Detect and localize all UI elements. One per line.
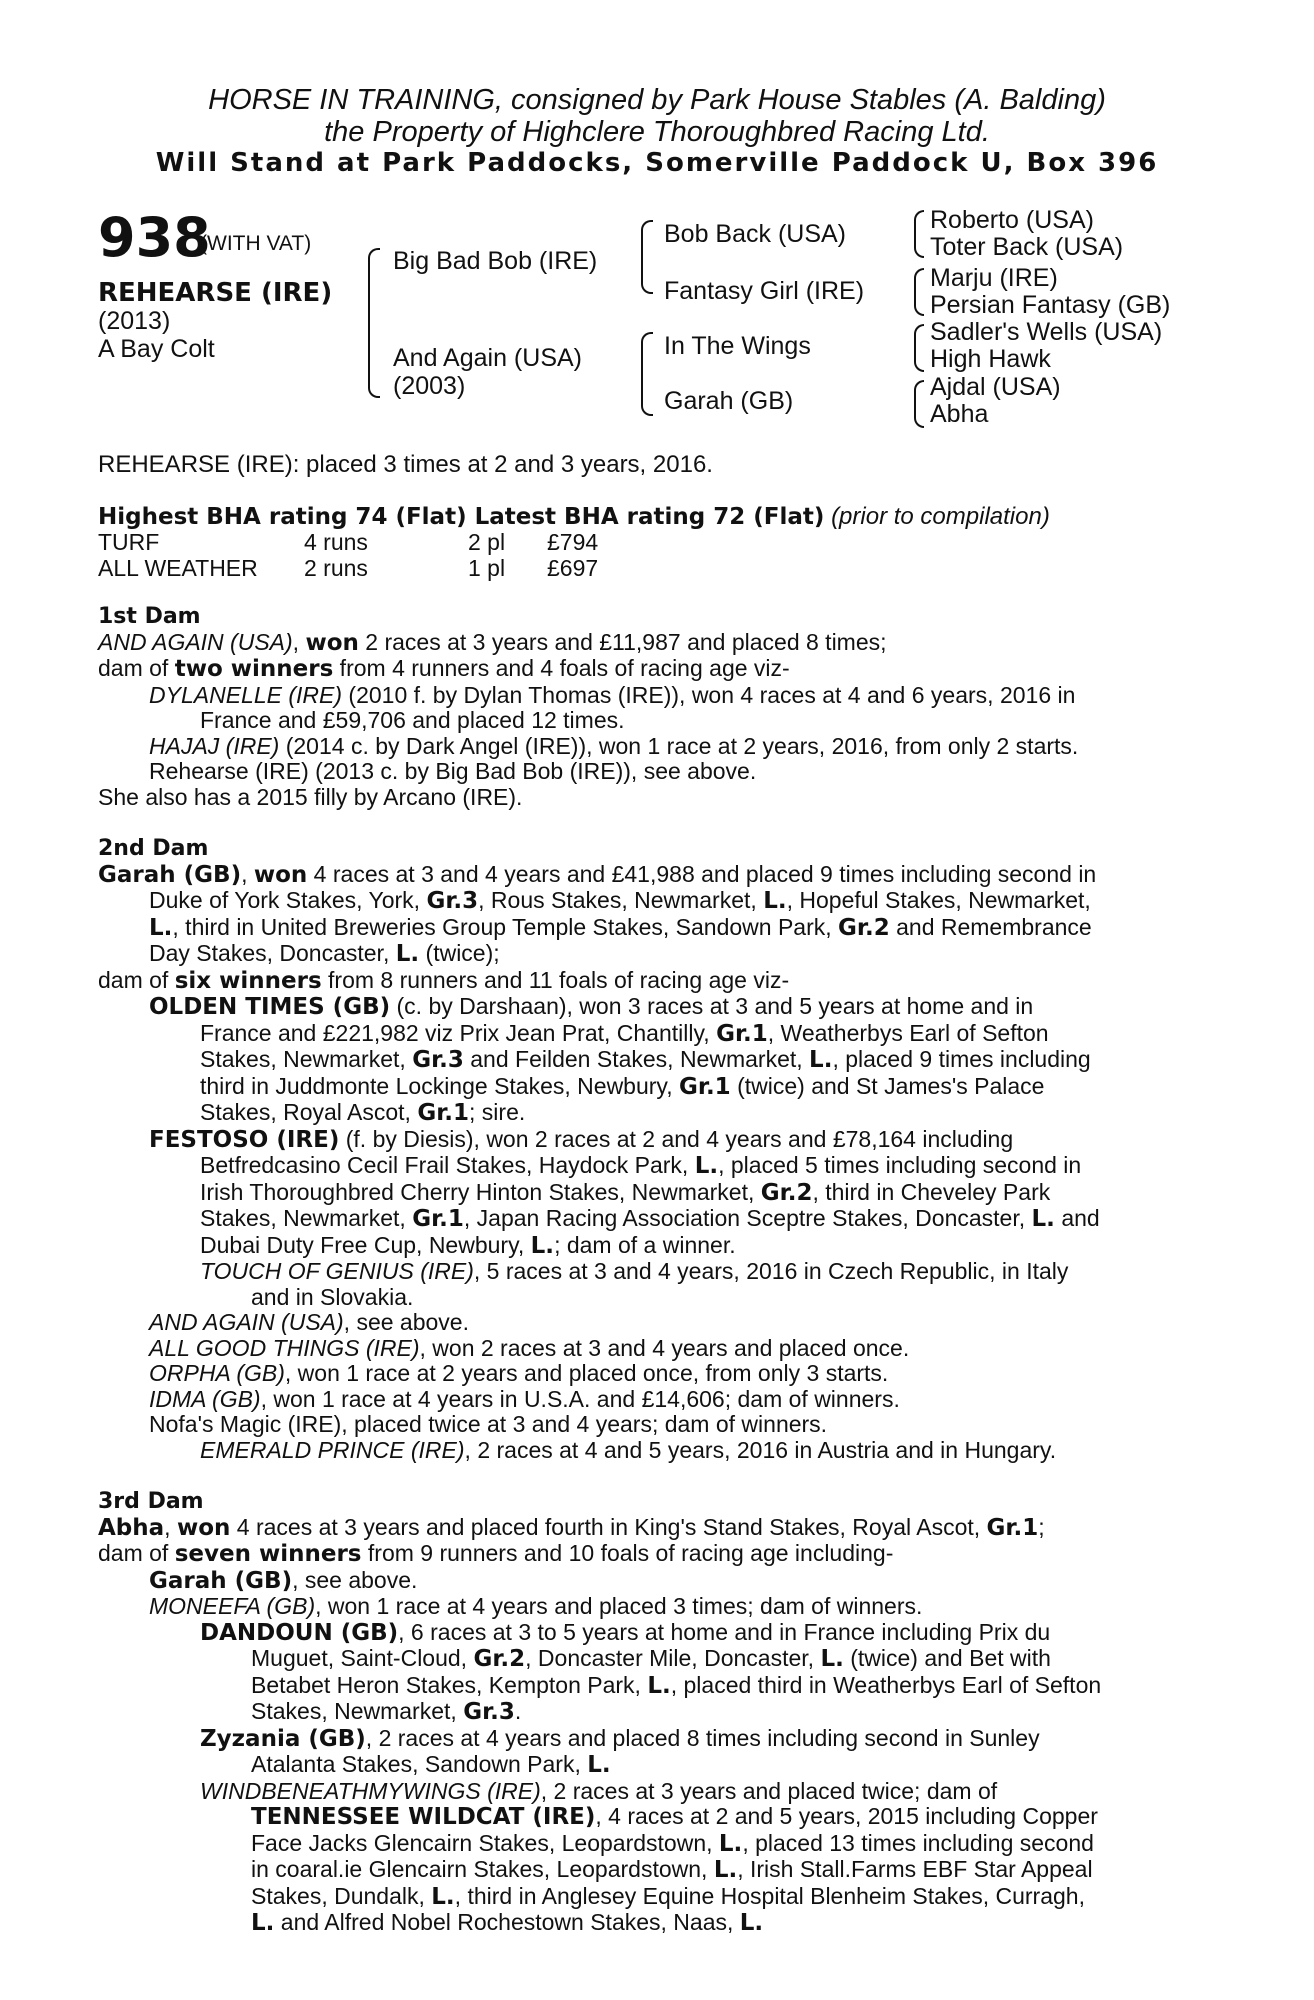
header-line-2: the Property of Highclere Thoroughbred Racing Ltd. bbox=[324, 116, 990, 148]
pedigree-g6: High Hawk bbox=[930, 345, 1051, 373]
bracket-g4 bbox=[914, 380, 924, 428]
bracket-gen1 bbox=[368, 248, 380, 398]
produce-entry: Rehearse (IRE) (2013 c. by Big Bad Bob (IRE)), see above. bbox=[149, 758, 757, 784]
produce-entry: AND AGAIN (USA), see above. bbox=[149, 1309, 469, 1335]
section-1st-dam: 1st Dam bbox=[98, 604, 201, 629]
produce-entry: FESTOSO (IRE) (f. by Diesis), won 2 races at 2 and 4 years and £78,164 including Betfredcasino Cecil Frail Stakes, Haydock Park, L., placed 5 times including second in Irish Thoroughbred Cherry Hinton Stakes, Newmarket, Gr.2, third in Cheveley Park Stakes, Newmarket, Gr.1, Japan Racing Association Sceptre Stakes, Doncaster, L. and Dubai Duty Free Cup, Newbury, L.; dam of a winner. TOUCH OF GENIUS (IRE), 5 races at 3 and 4 years, 2016 in Czech Republic, in Italy and in Slovakia. bbox=[149, 1125, 1100, 1310]
pedigree-dam-year: (2003) bbox=[393, 372, 466, 400]
race-summary: REHEARSE (IRE): placed 3 times at 2 and 3 years, 2016. bbox=[98, 451, 713, 478]
bracket-g1 bbox=[914, 210, 924, 258]
bracket-g2 bbox=[914, 268, 924, 316]
produce-entry: Zyzania (GB), 2 races at 4 years and placed 8 times including second in Sunley Atalanta Stakes, Sandown Park, L. bbox=[200, 1724, 1040, 1778]
dam2-produce: dam of six winners from 8 runners and 11 foals of racing age viz- bbox=[98, 966, 790, 994]
produce-entry: DANDOUN (GB), 6 races at 3 to 5 years at home and in France including Prix du Muguet, Saint-Cloud, Gr.2, Doncaster Mile, Doncaster, L. (twice) and Bet with Betabet Heron Stakes, Kempton Park, L., placed third in Weatherbys Earl of Sefton Stakes, Newmarket, Gr.3. bbox=[200, 1618, 1102, 1725]
perf-surface: ALL WEATHER bbox=[98, 555, 258, 581]
produce-entry: DYLANELLE (IRE) (2010 f. by Dylan Thomas (IRE)), won 4 races at 4 and 6 years, 2016 in France and £59,706 and placed 12 times. bbox=[149, 681, 1076, 733]
pedigree-g8: Abha bbox=[930, 400, 989, 428]
dam-history bbox=[98, 604, 1206, 1937]
pedigree-dam-sire: In The Wings bbox=[664, 332, 811, 360]
ratings bbox=[98, 504, 1206, 531]
pedigree-sire: Big Bad Bob (IRE) bbox=[393, 247, 598, 275]
pedigree-dam-dam: Garah (GB) bbox=[664, 387, 794, 415]
perf-surface: TURF bbox=[98, 529, 160, 555]
lot-number: 938 bbox=[98, 206, 211, 269]
perf-earnings: £794 bbox=[547, 529, 599, 555]
produce-entry: ALL GOOD THINGS (IRE), won 2 races at 3 and 4 years and placed once. bbox=[149, 1334, 910, 1361]
produce-entry: Nofa's Magic (IRE), placed twice at 3 and 4 years; dam of winners. bbox=[149, 1411, 828, 1437]
header-line-1: HORSE IN TRAINING, consigned by Park House Stables (A. Balding) bbox=[208, 84, 1106, 116]
lot-vat: (WITH VAT) bbox=[200, 232, 312, 255]
perf-placed: 1 pl bbox=[468, 555, 506, 581]
horse-name: REHEARSE (IRE) bbox=[98, 278, 333, 308]
bracket-dam bbox=[641, 332, 653, 416]
section-2nd-dam: 2nd Dam bbox=[98, 836, 209, 861]
dam1-produce: dam of two winners from 4 runners and 4 foals of racing age viz- bbox=[98, 655, 790, 682]
horse-year: (2013) bbox=[98, 307, 171, 335]
pedigree-g4: Persian Fantasy (GB) bbox=[930, 291, 1171, 319]
produce-entry: MONEEFA (GB), won 1 race at 4 years and placed 3 times; dam of winners. bbox=[149, 1593, 923, 1619]
produce-note: She also has a 2015 filly by Arcano (IRE). bbox=[98, 783, 523, 810]
pedigree-g7: Ajdal (USA) bbox=[930, 373, 1061, 401]
produce-entry: EMERALD PRINCE (IRE), 2 races at 4 and 5 years, 2016 in Austria and in Hungary. bbox=[200, 1436, 1057, 1463]
pedigree-sire-sire: Bob Back (USA) bbox=[664, 220, 847, 248]
perf-runs: 2 runs bbox=[304, 555, 368, 581]
produce-entry: WINDBENEATHMYWINGS (IRE), 2 races at 3 years and placed twice; dam of TENNESSEE WILDCAT (IRE), 4 races at 2 and 5 years, 2015 including Copper Face Jacks Glencairn Stakes, Leopardstown, L., placed 13 times including second in coaral.ie Glencairn Stakes, Leopardstown, L., Irish Stall.Farms EBF Star Appeal Stakes, Dundalk, L., third in Anglesey Equine Hospital Blenheim Stakes, Curragh, L. and Alfred Nobel Rochestown Stakes, Naas, L. bbox=[200, 1777, 1098, 1936]
pedigree-dam: And Again (USA) bbox=[393, 344, 582, 372]
bracket-g3 bbox=[914, 324, 924, 372]
header-line-3: Will Stand at Park Paddocks, Somerville Paddock U, Box 396 bbox=[155, 148, 1159, 178]
produce-entry: HAJAJ (IRE) (2014 c. by Dark Angel (IRE)), won 1 race at 2 years, 2016, from only 2 starts. bbox=[149, 732, 1079, 759]
produce-entry: ORPHA (GB), won 1 race at 2 years and placed once, from only 3 starts. bbox=[149, 1360, 889, 1386]
section-3rd-dam: 3rd Dam bbox=[98, 1489, 204, 1514]
pedigree-g2: Toter Back (USA) bbox=[930, 233, 1124, 261]
pedigree-g5: Sadler's Wells (USA) bbox=[930, 318, 1163, 346]
dam2-record: Garah (GB), won 4 races at 3 and 4 years and £41,988 and placed 9 times including second in Duke of York Stakes, York, Gr.3, Rous Stakes, Newmarket, L., Hopeful Stakes, Newmarket, L., third in United Breweries Group Temple Stakes, Sandown Park, Gr.2 and Remembrance Day Stakes, Doncaster, L. (twice); bbox=[98, 860, 1097, 967]
dam3-record: Abha, won 4 races at 3 years and placed fourth in King's Stand Stakes, Royal Ascot, Gr.1; bbox=[98, 1513, 1045, 1541]
pedigree-g3: Marju (IRE) bbox=[930, 264, 1058, 292]
produce-entry: Garah (GB), see above. bbox=[149, 1566, 418, 1594]
pedigree-sire-dam: Fantasy Girl (IRE) bbox=[664, 277, 865, 305]
ratings-text: Highest BHA rating 74 (Flat) Latest BHA rating 72 (Flat) bbox=[98, 504, 825, 530]
bracket-sire bbox=[641, 220, 653, 294]
perf-runs: 4 runs bbox=[304, 529, 368, 555]
produce-entry: IDMA (GB), won 1 race at 4 years in U.S.A. and £14,606; dam of winners. bbox=[149, 1385, 900, 1412]
dam1-record: AND AGAIN (USA), won 2 races at 3 years and £11,987 and placed 8 times; bbox=[98, 628, 887, 656]
produce-entry: OLDEN TIMES (GB) (c. by Darshaan), won 3 races at 3 and 5 years at home and in France and £221,982 viz Prix Jean Prat, Chantilly, Gr.1, Weatherbys Earl of Sefton Stakes, Newmarket, Gr.3 and Feilden Stakes, Newmarket, L., placed 9 times including third in Juddmonte Lockinge Stakes, Newbury, Gr.1 (twice) and St James's Palace Stakes, Royal Ascot, Gr.1; sire. bbox=[149, 993, 1091, 1126]
pedigree-g1: Roberto (USA) bbox=[930, 206, 1094, 234]
perf-placed: 2 pl bbox=[468, 529, 506, 555]
dam3-produce: dam of seven winners from 9 runners and 10 foals of racing age including- bbox=[98, 1540, 894, 1567]
perf-earnings: £697 bbox=[547, 555, 599, 581]
horse-description: A Bay Colt bbox=[98, 335, 215, 363]
ratings-note: (prior to compilation) bbox=[831, 503, 1050, 530]
